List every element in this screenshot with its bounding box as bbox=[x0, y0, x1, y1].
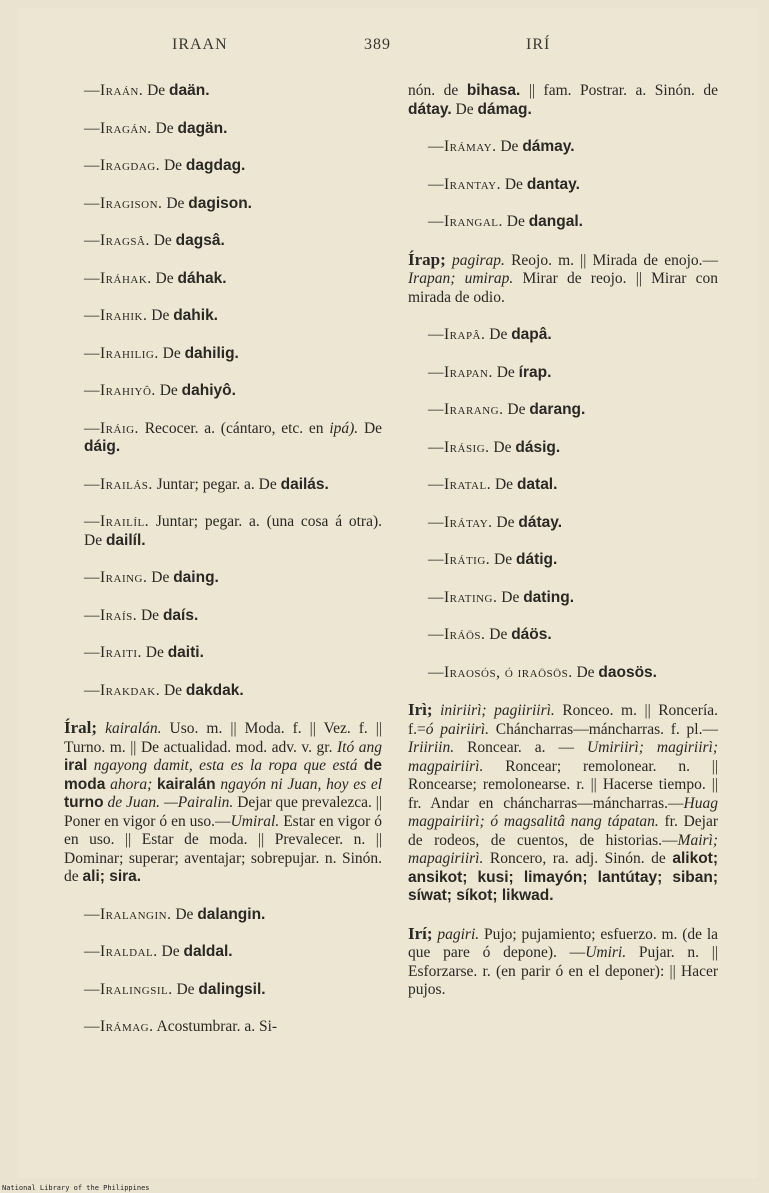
entry-term: —Irapan. bbox=[428, 363, 493, 381]
cross-reference-entry: —Irahiyô. De dahiyô. bbox=[84, 382, 236, 399]
entry-term: —Iraosós, ó iraösös. bbox=[428, 663, 573, 681]
headword: Íral; bbox=[64, 718, 98, 737]
cross-reference-entry: —Irakdak. De dakdak. bbox=[84, 681, 244, 699]
root-word: dáös. bbox=[511, 626, 552, 643]
cross-reference-entry: —Iralangin. De dalangin. bbox=[84, 905, 266, 923]
page-number: 389 bbox=[364, 36, 391, 53]
entry-term: —Irásig. bbox=[428, 438, 490, 456]
root-word: daing. bbox=[173, 569, 219, 586]
entry-term: —Irátig. bbox=[428, 551, 491, 568]
entry-term: —Iragán. bbox=[84, 119, 152, 137]
cross-reference-entry: —Iraldal. De daldal. bbox=[84, 943, 233, 960]
root-word: dakdak. bbox=[185, 681, 244, 699]
entry-term: —Iratal. bbox=[428, 476, 492, 493]
cross-reference-entry: —Irásig. De dásig. bbox=[428, 438, 561, 456]
entry-term: —Iráhak. bbox=[84, 269, 152, 287]
entry-term: —Irailíl. bbox=[84, 513, 150, 530]
entry-term: —Iraán. bbox=[84, 82, 144, 99]
cross-reference-entry: —Irapâ. De dapâ. bbox=[428, 326, 552, 343]
dictionary-page bbox=[18, 8, 758, 1178]
entry-term: —Irakdak. bbox=[84, 681, 161, 699]
cross-reference-entry: —Irátig. De dátig. bbox=[428, 551, 558, 568]
root-word: daiti. bbox=[167, 644, 204, 661]
headword: Irì; bbox=[408, 700, 433, 719]
root-word: dátig. bbox=[515, 551, 558, 568]
root-word: dagsâ. bbox=[175, 232, 225, 249]
entry-term: —Iraiti. bbox=[84, 644, 142, 661]
root-word: daís. bbox=[162, 606, 199, 624]
cross-reference-entry: —Irapan. De írap. bbox=[428, 363, 552, 381]
cross-reference-entry: —Iragsâ. De dagsâ. bbox=[84, 232, 225, 249]
root-word: dapâ. bbox=[511, 326, 552, 343]
headword: Irí; bbox=[408, 923, 433, 943]
cross-reference-entry: —Iráhak. De dáhak. bbox=[84, 269, 227, 287]
root-word: dahiyô. bbox=[181, 382, 236, 399]
entry-term: —Irantay. bbox=[428, 175, 501, 193]
entry-term: —Iragsâ. bbox=[84, 232, 150, 249]
entry-irailas: —Irailás. Juntar; pegar. a. De dailás. bbox=[84, 475, 329, 493]
root-word: dagdag. bbox=[185, 157, 246, 174]
root-word: dagän. bbox=[177, 119, 228, 137]
cross-reference-entry: —Iraís. De daís. bbox=[84, 606, 199, 624]
entry-term: —Iragdag. bbox=[84, 157, 161, 174]
entry-term: —Iragison. bbox=[84, 194, 163, 212]
root-word: dásig. bbox=[515, 438, 561, 456]
root-word: dating. bbox=[523, 588, 575, 606]
root-word: daän. bbox=[169, 82, 210, 99]
entry-term: —Irating. bbox=[428, 588, 498, 606]
cross-reference-entry: —Iraán. De daän. bbox=[84, 82, 210, 99]
left-column bbox=[64, 82, 382, 1056]
cross-reference-entry: —Iraing. De daing. bbox=[84, 569, 219, 586]
cross-reference-entry: —Iratal. De datal. bbox=[428, 476, 558, 493]
root-word: dahilig. bbox=[184, 344, 239, 362]
entry-iraig: —Iráig. Recocer. a. (cántaro, etc. en ipá). De dáig. bbox=[84, 419, 383, 455]
entry-term: —Iráig. bbox=[84, 419, 139, 437]
cross-reference-entry: —Irantay. De dantay. bbox=[428, 175, 580, 193]
root-word: dalangin. bbox=[197, 905, 266, 923]
entry-iri-pujo: Irí; pagiri. Pujo; pujamiento; esfuerzo. m. (de la que pare ó depone). —Umiri. Pujar. n. || Esforzarse. r. (en parir ó en el deponer): || Hacer pujos. bbox=[408, 923, 719, 998]
entry-continuation: nón. de bihasa. || fam. Postrar. a. Sinón. de dátay. De dámag. bbox=[408, 82, 719, 118]
entry-term: —Irámag. bbox=[84, 1018, 154, 1035]
entry-term: —Irátay. bbox=[428, 513, 493, 531]
root-word: daldal. bbox=[183, 943, 233, 960]
running-head-right: IRÍ bbox=[526, 36, 551, 53]
root-word: írap. bbox=[518, 363, 552, 381]
entry-term: —Irahik. bbox=[84, 307, 148, 324]
root-word: datal. bbox=[516, 476, 558, 493]
root-word: dalingsil. bbox=[198, 980, 266, 998]
cross-reference-entry: —Irangal. De dangal. bbox=[428, 213, 583, 230]
entry-irailil: —Irailíl. Juntar; pegar. a. (una cosa á otra). De dailíl. bbox=[84, 513, 383, 549]
cross-reference-entry: —Iráös. De dáös. bbox=[428, 626, 552, 643]
entry-term: —Irámay. bbox=[428, 138, 497, 155]
entry-term: —Iralingsil. bbox=[84, 980, 173, 998]
entry-term: —Irarang. bbox=[428, 401, 504, 418]
entry-term: —Iraing. bbox=[84, 569, 148, 586]
cross-reference-entry: —Iragison. De dagison. bbox=[84, 194, 252, 212]
cross-reference-entry: —Irahilig. De dahilig. bbox=[84, 344, 239, 362]
entry-term: —Irahiyô. bbox=[84, 382, 156, 399]
cross-reference-entry: —Irámay. De dámay. bbox=[428, 138, 575, 155]
root-word: dámay. bbox=[522, 138, 575, 155]
root-word: dátay. bbox=[518, 513, 563, 531]
entry-iraosos: —Iraosós, ó iraösös. De daosös. bbox=[428, 663, 657, 681]
cross-reference-entry: —Irátay. De dátay. bbox=[428, 513, 563, 531]
entry-iral: Íral; kairalán. Uso. m. || Moda. f. || Vez. f. || Turno. m. || De actualidad. mod. adv. v. gr. Itó ang iral ngayong damit, esta es la ropa que está de moda ahora; kairalán ngayón ni Juan, hoy es el turno de Juan. —Pairalin. Dejar que prevalezca. || Poner en vigor ó en uso.—Umiral. Estar en vigor ó en uso. || Estar de moda. || Prevalecer. n. || Dominar; superar; aventajar; sobrepujar. n. Sinón. de ali; sira. bbox=[64, 718, 383, 885]
entry-term: —Iralangin. bbox=[84, 905, 172, 923]
root-word: dantay. bbox=[526, 175, 580, 193]
entry-term: —Iráös. bbox=[428, 626, 486, 643]
entry-term: —Iraís. bbox=[84, 606, 138, 624]
cross-reference-entry: —Iralingsil. De dalingsil. bbox=[84, 980, 266, 998]
entry-term: —Irapâ. bbox=[428, 326, 486, 343]
entry-irap: Írap; pagirap. Reojo. m. || Mirada de enojo.—Irapan; umirap. Mirar de reojo. || Mirar con mirada de odio. bbox=[408, 249, 719, 306]
right-column bbox=[408, 82, 718, 1019]
library-credit: National Library of the Philippines bbox=[2, 1184, 150, 1192]
entry-term: —Iraldal. bbox=[84, 943, 158, 960]
entry-term: —Irangal. bbox=[428, 213, 503, 230]
entry-term: —Irailás. bbox=[84, 475, 153, 493]
headword: Írap; bbox=[408, 249, 446, 269]
root-word: dahik. bbox=[173, 307, 218, 324]
cross-reference-entry: —Iragdag. De dagdag. bbox=[84, 157, 246, 174]
cross-reference-entry: —Iragán. De dagän. bbox=[84, 119, 228, 137]
root-word: dáhak. bbox=[177, 269, 227, 287]
root-word: darang. bbox=[529, 401, 586, 418]
cross-reference-entry: —Irating. De dating. bbox=[428, 588, 575, 606]
entry-iri-ronceo: Irì; iniriirì; pagiiriirì. Ronceo. m. || Roncería. f.=ó pairiirì. Cháncharras—máncharras. f. pl.—Iriiriin. Roncear. a. — Umiriirì; magiriirì; magpairiirì. Roncear; remolonear. n. || Roncearse; remolonearse. r. || Hacerse tiempo. || fr. Andar en cháncharras—máncharras.—Huag magpairiirì; ó magsalitâ nang tápatan. fr. Dejar de rodeos, de cuentos, de historias.—Mairì; mapagiriirì. Roncero, ra. adj. Sinón. de alikot; ansikot; kusi; limayón; lantútay; siban; síwat; síkot; likwad. bbox=[408, 700, 719, 904]
entry-term: —Irahilig. bbox=[84, 344, 159, 362]
entry-iramag: —Irámag. Acostumbrar. a. Si- bbox=[84, 1018, 278, 1035]
cross-reference-entry: —Iraiti. De daiti. bbox=[84, 644, 204, 661]
running-head-left: IRAAN bbox=[172, 36, 228, 53]
root-word: dagison. bbox=[188, 194, 252, 212]
root-word: dangal. bbox=[528, 213, 583, 230]
cross-reference-entry: —Irahik. De dahik. bbox=[84, 307, 218, 324]
cross-reference-entry: —Irarang. De darang. bbox=[428, 401, 586, 418]
